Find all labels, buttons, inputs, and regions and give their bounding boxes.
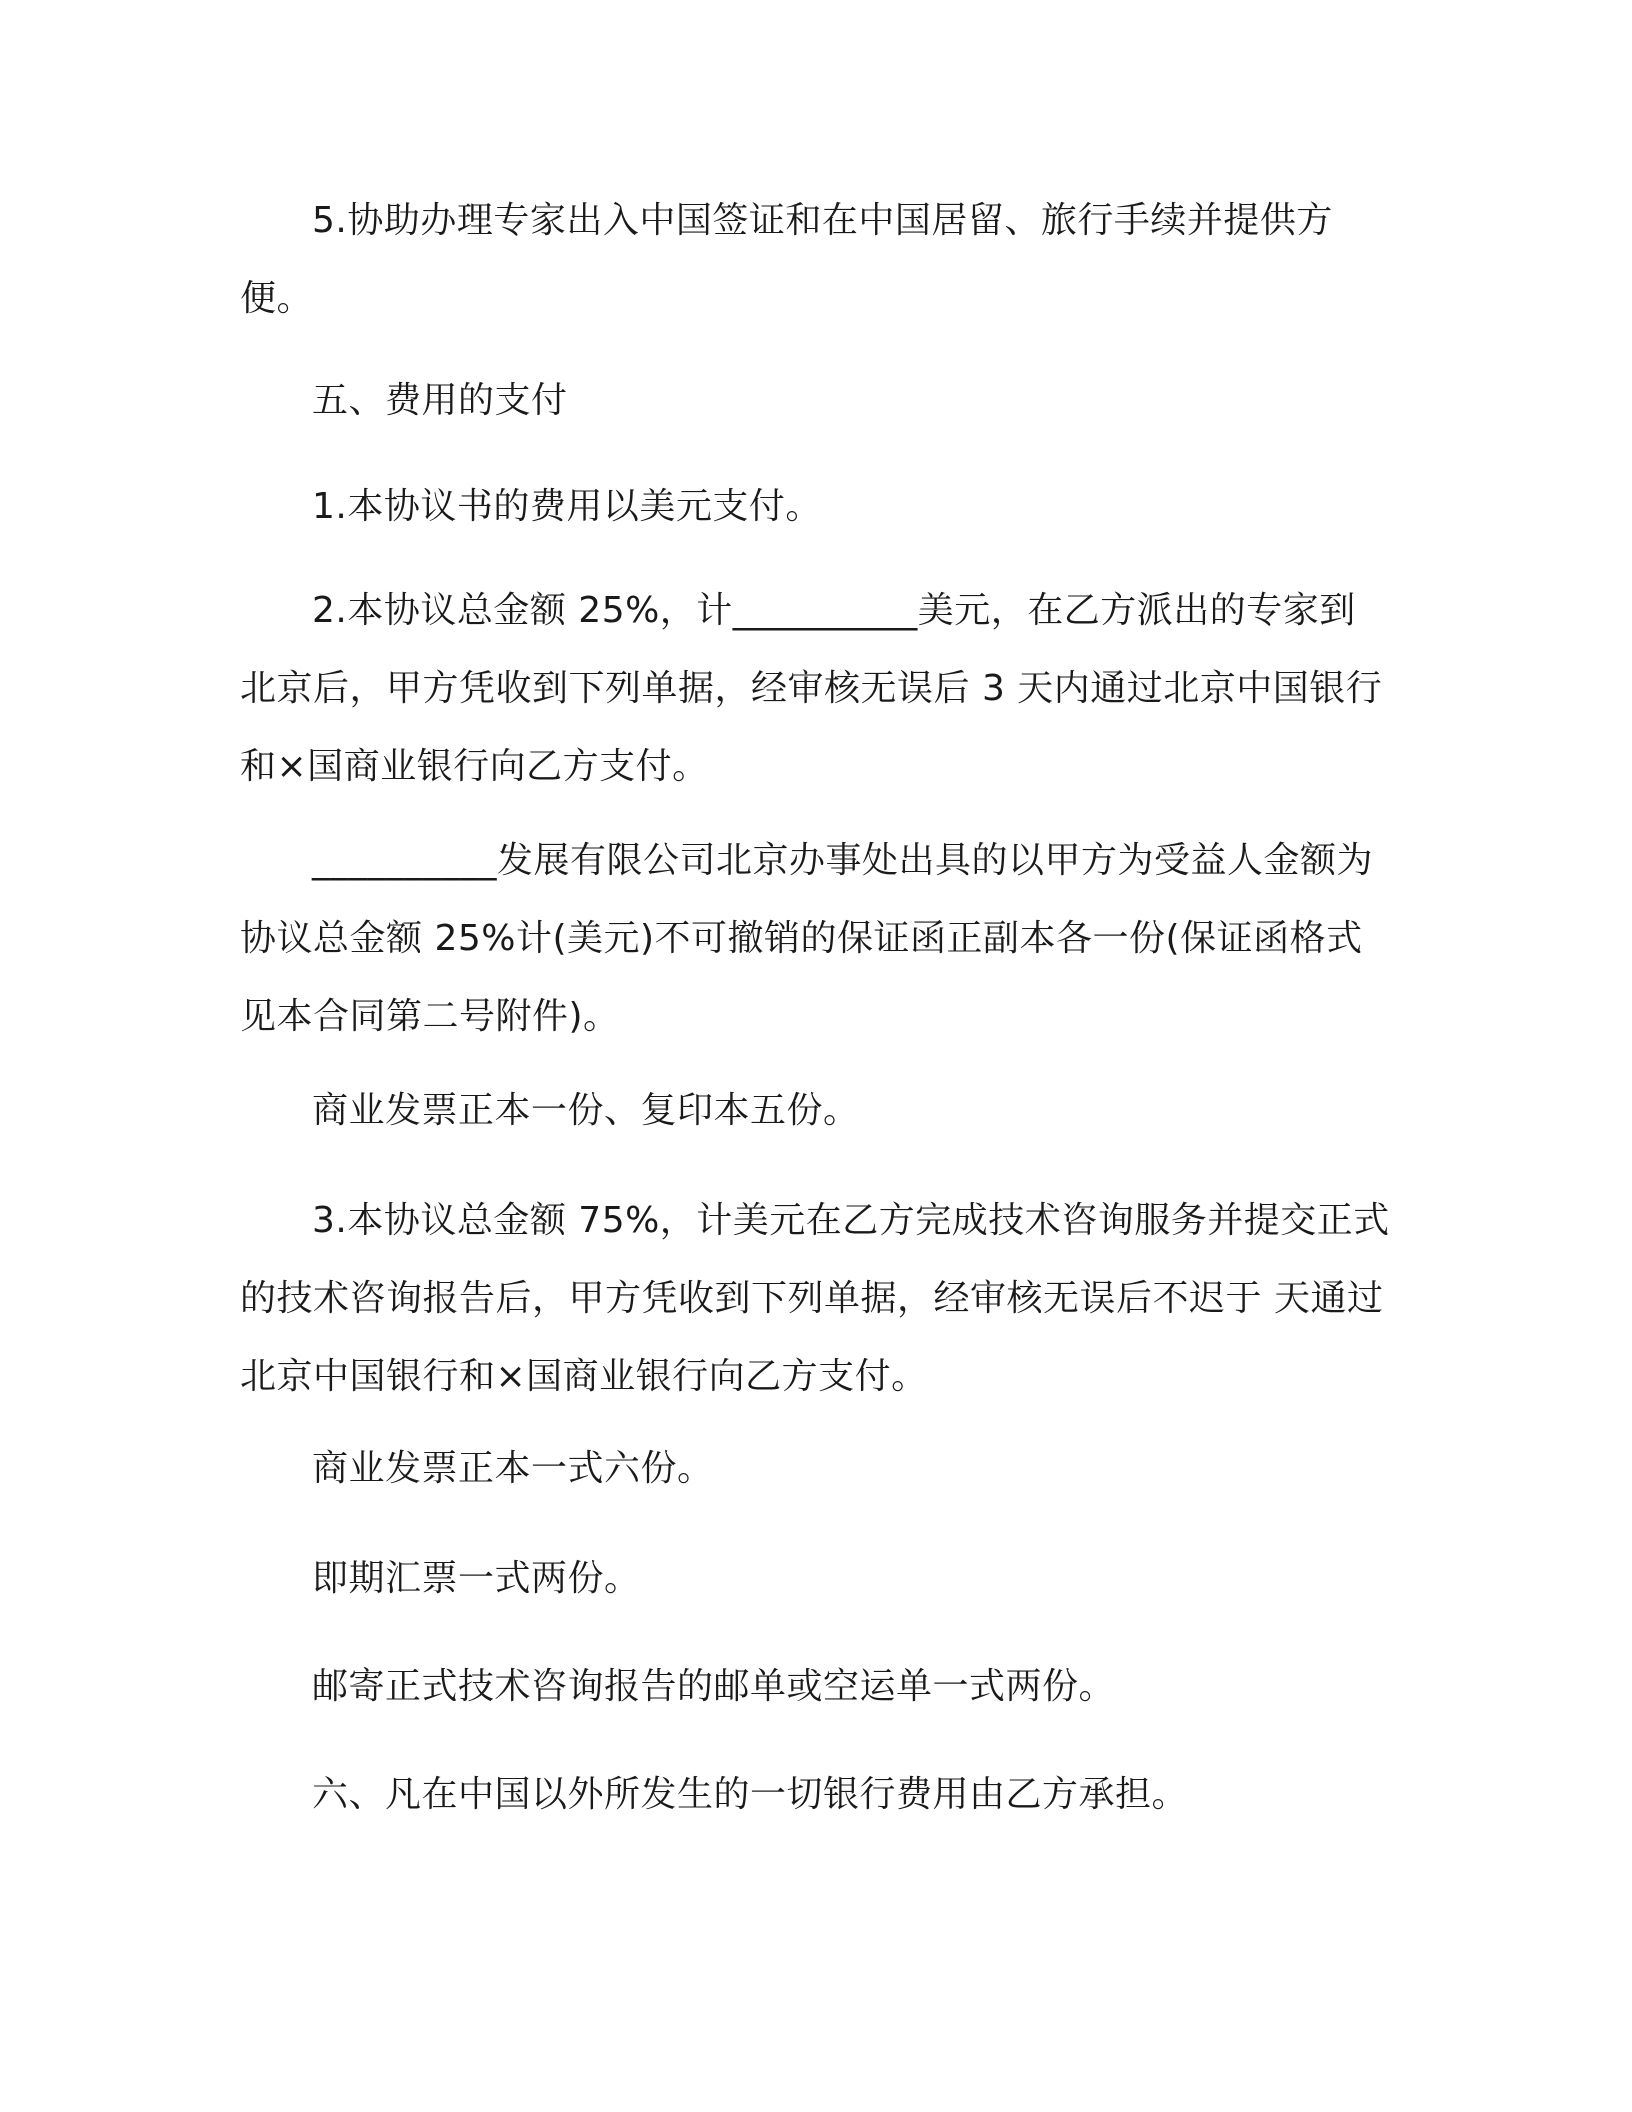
paragraph-payment-currency: 1.本协议书的费用以美元支付。 (312, 486, 822, 527)
paragraph-sight-draft: 即期汇票一式两份。 (312, 1558, 641, 1599)
section-heading-payment: 五、费用的支付 (312, 380, 568, 421)
section-bank-charges: 六、凡在中国以外所发生的一切银行费用由乙方承担。 (312, 1774, 1189, 1815)
paragraph-second-installment: 3.本协议总金额 75%，计美元在乙方完成技术咨询服务并提交正式的技术咨询报告后，甲方凭收到下列单据，经审核无误后不迟于 天通过北京中国银行和×国商业银行向乙方支付。 (240, 1200, 1390, 1397)
paragraph-invoice-copies: 商业发票正本一份、复印本五份。 (312, 1090, 860, 1131)
paragraph-visa-assistance: 5.协助办理专家出入中国签证和在中国居留、旅行手续并提供方便。 (240, 200, 1333, 319)
paragraph-first-installment: 2.本协议总金额 25%，计__________美元，在乙方派出的专家到北京后，甲方凭收到下列单据，经审核无误后 3 天内通过北京中国银行和×国商业银行向乙方支付。 (240, 590, 1383, 787)
paragraph-airway-bill: 邮寄正式技术咨询报告的邮单或空运单一式两份。 (312, 1666, 1116, 1707)
paragraph-invoice-six: 商业发票正本一式六份。 (312, 1448, 714, 1489)
paragraph-guarantee-letter: __________发展有限公司北京办事处出具的以甲方为受益人金额为协议总金额 25%计(美元)不可撤销的保证函正副本各一份(保证函格式见本合同第二号附件)。 (240, 840, 1374, 1037)
